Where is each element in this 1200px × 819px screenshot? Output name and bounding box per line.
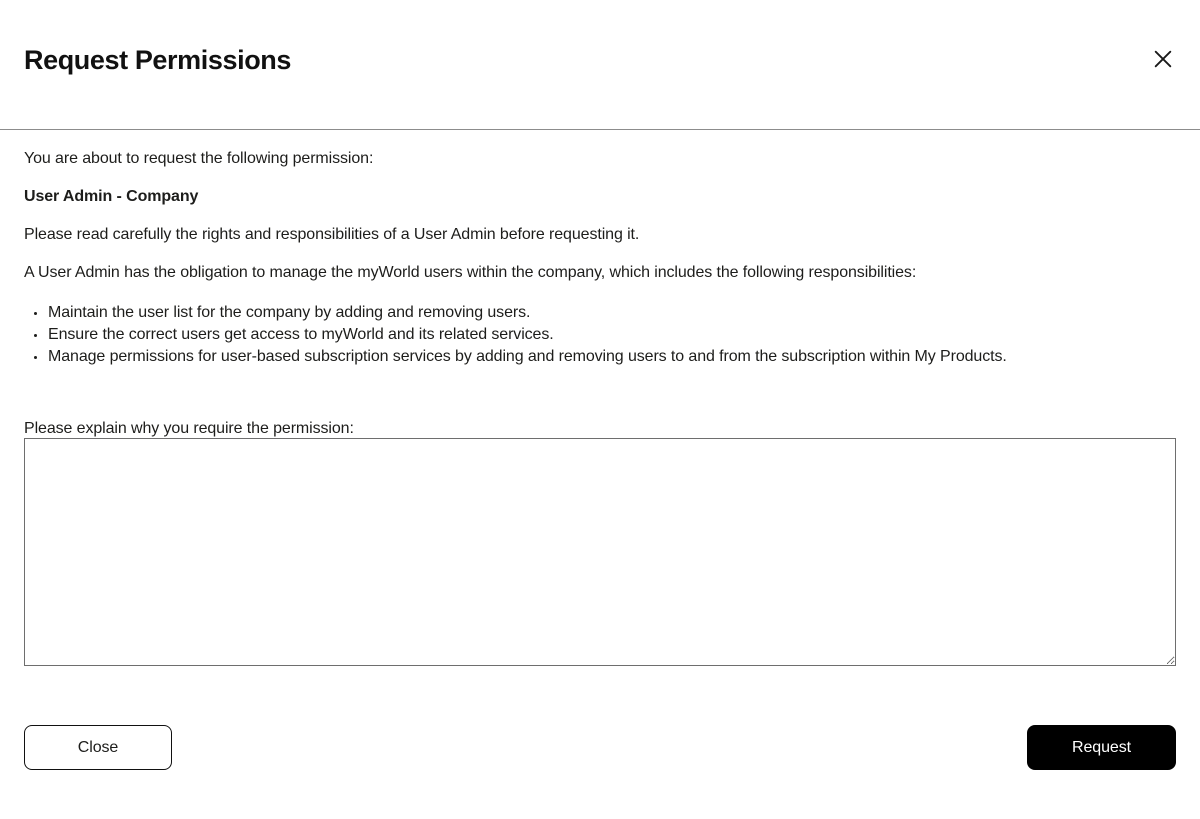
close-button[interactable]: Close [24,725,172,770]
dialog-title: Request Permissions [24,45,292,75]
reason-textarea[interactable] [24,438,1176,666]
description-text: A User Admin has the obligation to manage the myWorld users within the company, which includes the following responsibilities: [24,264,917,281]
dialog-footer [0,725,1200,770]
request-button[interactable]: Request [1027,725,1176,770]
permission-name: User Admin - Company [24,188,199,205]
list-item: Manage permissions for user-based subscription services by adding and removing users to and from the subscription within My Products. [34,346,1176,368]
list-item: Ensure the correct users get access to myWorld and its related services. [34,324,1176,346]
x-icon [1152,48,1174,70]
reason-label: Please explain why you require the permission: [24,420,354,437]
dialog-body [0,149,1200,666]
intro-text: You are about to request the following permission: [24,150,374,167]
dialog-header [0,0,1200,129]
header-divider [0,129,1200,130]
list-item: Maintain the user list for the company by adding and removing users. [34,302,1176,324]
close-icon[interactable] [1148,44,1178,74]
warning-text: Please read carefully the rights and responsibilities of a User Admin before requesting it. [24,226,640,243]
responsibilities-list [24,302,1176,368]
